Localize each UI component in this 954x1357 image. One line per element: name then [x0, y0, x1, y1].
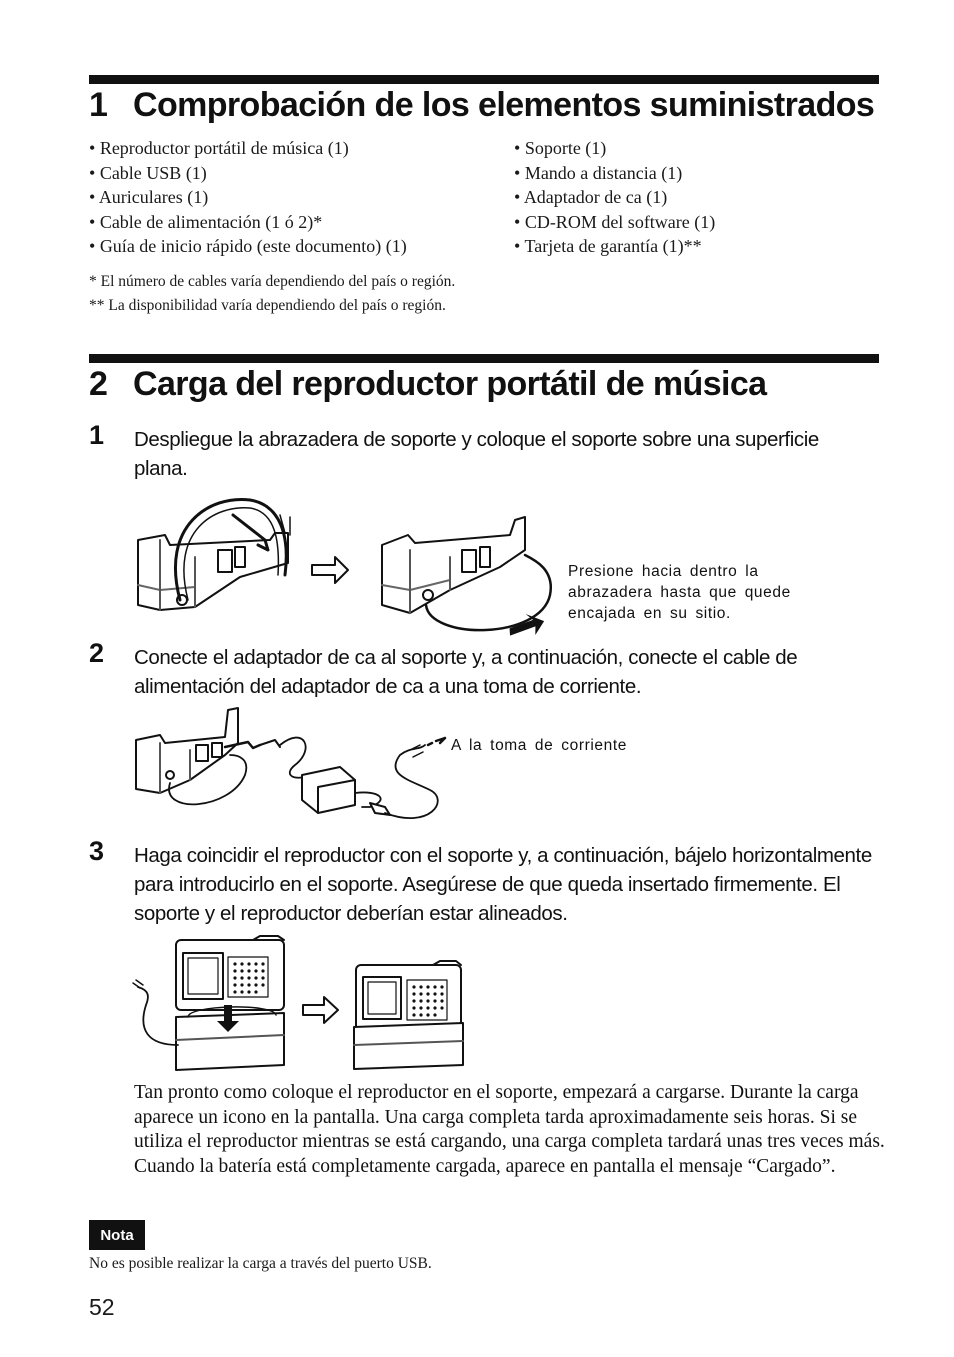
player-docked [354, 961, 463, 1069]
section-1-number: 1 [89, 86, 108, 124]
next-arrow-icon [303, 997, 338, 1023]
list-item: • Soporte (1) [514, 136, 715, 161]
list-item: • Auriculares (1) [89, 185, 407, 210]
step-2-caption: A la toma de corriente [451, 737, 627, 754]
step-2-text: Conecte el adaptador de ca al soporte y, a continuación, conecte el cable de alimentación del adaptador de ca a una toma de corriente. [134, 646, 798, 698]
note-text: No es posible realizar la carga a través del puerto USB. [89, 1255, 432, 1272]
page-number: 52 [89, 1294, 115, 1320]
next-arrow-icon [312, 557, 348, 583]
list-item: • Mando a distancia (1) [514, 161, 715, 186]
list-item: • Cable USB (1) [89, 161, 407, 186]
step-2-number: 2 [89, 638, 105, 668]
section-2-rule [89, 354, 879, 363]
step-1-number: 1 [89, 420, 105, 450]
ac-adapter-connection-illustration [130, 705, 450, 830]
section-2-title [89, 365, 766, 404]
list-item: • Guía de inicio rápido (este documento) (1) [89, 234, 407, 259]
cradle-with-adapter [136, 708, 280, 804]
cradle-clamp-illustration [130, 495, 560, 640]
note-label: Nota [89, 1220, 145, 1250]
supplied-items-list-right [514, 136, 715, 259]
player-above-cradle [133, 936, 284, 1070]
section-2-number: 2 [89, 365, 108, 403]
charging-description: Tan pronto como coloque el reproductor en el soporte, empezará a cargarse. Durante la carga aparece un icono en la pantalla. Una carga completa tarda aproximadamente seis horas. Si se utiliza el reproductor mientras se está cargando, una carga completa tardará unas tres veces más. Cuando la batería está completamente cargada, aparece en pantalla el mensaje “Cargado”. [134, 1082, 885, 1177]
step-3-number: 3 [89, 836, 105, 866]
step-1-caption: Presione hacia dentro la abrazadera hasta que quede encajada en su sitio. [568, 563, 791, 622]
list-item: • CD-ROM del software (1) [514, 210, 715, 235]
footnote-availability: ** La disponibilidad varía dependiendo del país o región. [89, 297, 446, 314]
step-3-text: Haga coincidir el reproductor con el soporte y, a continuación, bájelo horizontalmente para introducirlo en el soporte. Asegúrese de que queda insertado firmemente. El soporte y el reproductor deberían estar alineados. [134, 844, 872, 925]
ac-adapter-box [280, 738, 445, 819]
supplied-items-list-left [89, 136, 407, 259]
cradle-clamp-lowered [382, 517, 551, 640]
footnote-cables: * El número de cables varía dependiendo del país o región. [89, 273, 456, 290]
list-item: • Tarjeta de garantía (1)** [514, 234, 715, 259]
list-item: • Adaptador de ca (1) [514, 185, 715, 210]
player-docking-illustration [128, 935, 468, 1077]
section-1-rule [89, 75, 879, 84]
list-item: • Reproductor portátil de música (1) [89, 136, 407, 161]
section-1-heading-text: Comprobación de los elementos suministrados [133, 86, 875, 124]
section-1-title [89, 86, 874, 125]
step-1-text: Despliegue la abrazadera de soporte y coloque el soporte sobre una superficie plana. [134, 428, 819, 480]
cradle-clamp-raised [138, 499, 290, 610]
section-2-heading-text: Carga del reproductor portátil de música [133, 365, 767, 403]
list-item: • Cable de alimentación (1 ó 2)* [89, 210, 407, 235]
